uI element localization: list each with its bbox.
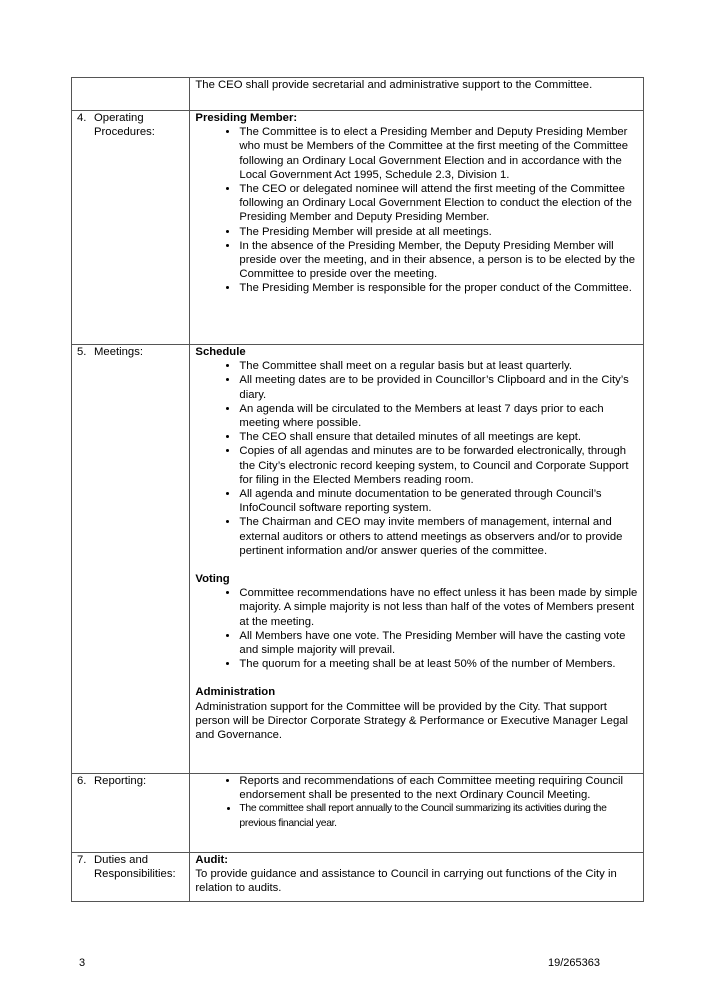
section-heading: Audit: <box>195 854 229 866</box>
table-row <box>72 111 644 345</box>
list-item: • The Presiding Member is responsible for the proper conduct of the Committee. <box>239 281 639 295</box>
row-number: 6. <box>77 775 87 787</box>
section-heading: Voting <box>195 573 230 586</box>
audit-text: To provide guidance and assistance to Council in carrying out functions of the City in relation to audits. <box>195 868 617 895</box>
section-heading: Administration <box>195 686 276 699</box>
row-label-cell <box>72 853 190 902</box>
bullet-list <box>195 774 639 831</box>
list-item: • The Chairman and CEO may invite members of management, internal and external auditors or others to attend meetings as observers and/or to provide pertinent information and/or answer queries of the committee. <box>239 515 639 558</box>
row-label-line: Reporting: <box>94 775 147 787</box>
list-item: • Copies of all agendas and minutes are to be forwarded electronically, through the City’s electronic record keeping system, to Council and Corporate Support for filing in the Elected Members reading room. <box>239 444 639 487</box>
row-label-line: Responsibilities: <box>94 868 176 881</box>
row-label <box>77 111 185 125</box>
row-label <box>77 853 185 867</box>
row-content-cell <box>190 111 644 345</box>
row-label-line: Meetings: <box>94 346 143 358</box>
row-number: 7. <box>77 854 87 866</box>
row-content-cell <box>190 345 644 774</box>
row-label-cell <box>72 111 190 345</box>
list-item: • Reports and recommendations of each Committee meeting requiring Council endorsement shall be presented to the next Ordinary Council Meeting. <box>239 774 639 802</box>
spacer <box>195 558 639 572</box>
row-label <box>77 345 185 359</box>
document-reference: 19/265363 <box>548 957 600 969</box>
bullet-list <box>195 359 639 558</box>
row-content-cell <box>190 774 644 853</box>
administration-text: Administration support for the Committee will be provided by the City. That support person will be Director Corporate Strategy & Performance or Executive Manager Legal and Governance. <box>195 700 629 742</box>
list-item: • All Members have one vote. The Presiding Member will have the casting vote and simple majority will prevail. <box>239 629 639 657</box>
list-item: • The CEO or delegated nominee will attend the first meeting of the Committee following an Ordinary Local Government Election to conduct the election of the Presiding Member and Deputy Presiding Member. <box>239 182 639 225</box>
row-label-line: Procedures: <box>94 126 155 139</box>
section-heading: Schedule <box>195 346 246 358</box>
list-item: • Committee recommendations have no effect unless it has been made by simple majority. A simple majority is not less than half of the votes of Members present at the meeting. <box>239 586 639 629</box>
page-number: 3 <box>79 957 86 969</box>
row-number: 5. <box>77 346 87 358</box>
spacer <box>195 671 639 685</box>
row-label-cell <box>72 774 190 853</box>
list-item: • All agenda and minute documentation to be generated through Council’s InfoCouncil software reporting system. <box>239 487 639 515</box>
list-item: • The CEO shall ensure that detailed minutes of all meetings are kept. <box>239 430 639 444</box>
list-item: • The Committee shall meet on a regular basis but at least quarterly. <box>239 359 639 373</box>
section-heading: Presiding Member: <box>195 112 298 124</box>
list-item: • In the absence of the Presiding Member, the Deputy Presiding Member will preside over the meeting, and in their absence, a person is to be elected by the Committee to preside over the meeting. <box>239 239 639 282</box>
table-row <box>72 774 644 853</box>
row-content-cell <box>190 853 644 902</box>
list-item: • The Committee is to elect a Presiding Member and Deputy Presiding Member who must be Members of the Committee at the first meeting of the Committee following an Ordinary Local Government Election and in accordance with the Local Government Act 1995, Schedule 2.3, Division 1. <box>239 125 639 182</box>
row-label-cell <box>72 345 190 774</box>
row-label <box>77 774 185 788</box>
list-item: • All meeting dates are to be provided in Councillor’s Clipboard and in the City’s diary. <box>239 373 639 401</box>
list-item: • The committee shall report annually to the Council summarizing its activities during the previous financial year. <box>239 802 639 830</box>
list-item: • The Presiding Member will preside at all meetings. <box>239 225 639 239</box>
list-item: • The quorum for a meeting shall be at least 50% of the number of Members. <box>239 657 639 671</box>
row-content-cell <box>190 78 644 111</box>
row-label-line: Operating <box>94 112 144 124</box>
row-number: 4. <box>77 112 87 124</box>
row-label-cell <box>72 78 190 111</box>
list-item: • An agenda will be circulated to the Members at least 7 days prior to each meeting where possible. <box>239 402 639 430</box>
table-row <box>72 853 644 902</box>
row-label-line: Duties and <box>94 854 149 866</box>
secretarial-support-text: The CEO shall provide secretarial and administrative support to the Committee. <box>195 79 593 91</box>
bullet-list <box>195 586 639 671</box>
table-row <box>72 345 644 774</box>
terms-of-reference-table <box>71 77 644 902</box>
table-row <box>72 78 644 111</box>
bullet-list <box>195 125 639 295</box>
